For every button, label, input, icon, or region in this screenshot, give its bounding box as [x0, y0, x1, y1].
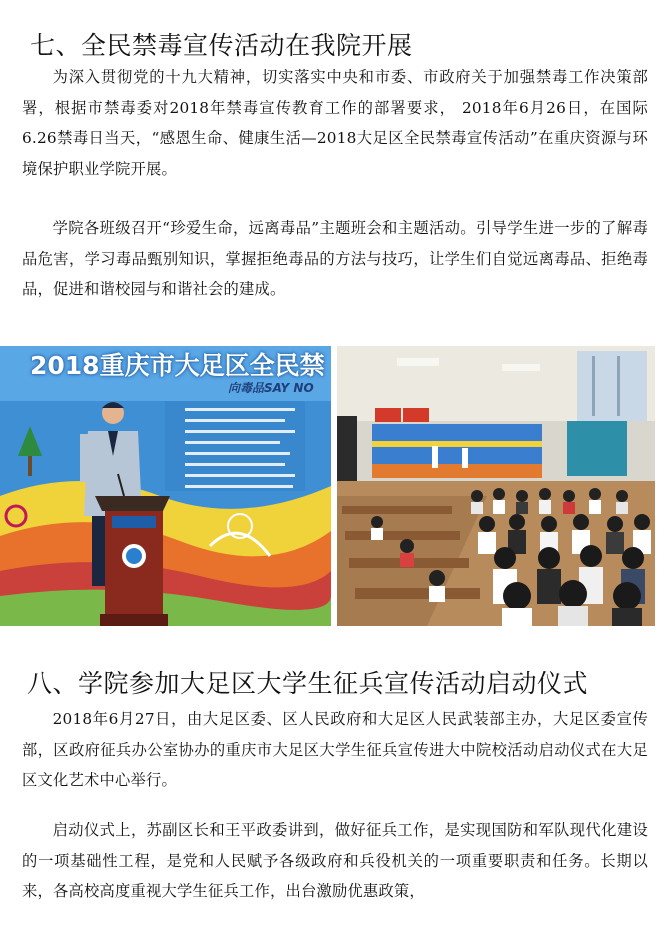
- banner-subtitle: 向毒品SAY NO: [228, 381, 314, 395]
- paragraph: 2018年6月27日，由大足区委、区人民政府和大足区人民武装部主办，大足区委宣传部，区政府征兵办公室协办的重庆市大足区大学生征兵宣传进大中院校活动启动仪式在大足区文化艺术中心举行。: [22, 710, 648, 789]
- paragraph: 为深入贯彻党的十九大精神，切实落实中央和市委、市政府关于加强禁毒工作决策部署，根据市禁毒委对2018年禁毒宣传教育工作的部署要求， 2018年6月26日，在国际6.26禁毒日当天，“感恩生命、健康生活—2018大足区全民禁毒宣传活动”在重庆资源与环境保护职业学院开展。: [22, 68, 648, 178]
- auditorium-photo-image: [337, 346, 655, 626]
- event-photo-auditorium: [337, 346, 655, 626]
- paragraph: 启动仪式上，苏副区长和王平政委讲到，做好征兵工作，是实现国防和军队现代化建设的一项基础性工程，是党和人民赋予各级政府和兵役机关的一项重要职责和任务。长期以来，各高校高度重视大学生征兵工作，出台激励优惠政策，: [22, 821, 648, 900]
- section-heading: 七、全民禁毒宣传活动在我院开展: [30, 31, 413, 60]
- section-heading: 八、学院参加大足区大学生征兵宣传活动启动仪式: [27, 669, 589, 698]
- banner-title: 2018重庆市大足区全民禁: [30, 351, 325, 380]
- paragraph: 学院各班级召开“珍爱生命，远离毒品”主题班会和主题活动。引导学生进一步的了解毒品危害，学习毒品甄别知识，掌握拒绝毒品的方法与技巧，让学生们自觉远离毒品、拒绝毒品，促进和谐校园与和谐社会的建成。: [22, 219, 648, 298]
- event-photo-podium: [0, 346, 331, 626]
